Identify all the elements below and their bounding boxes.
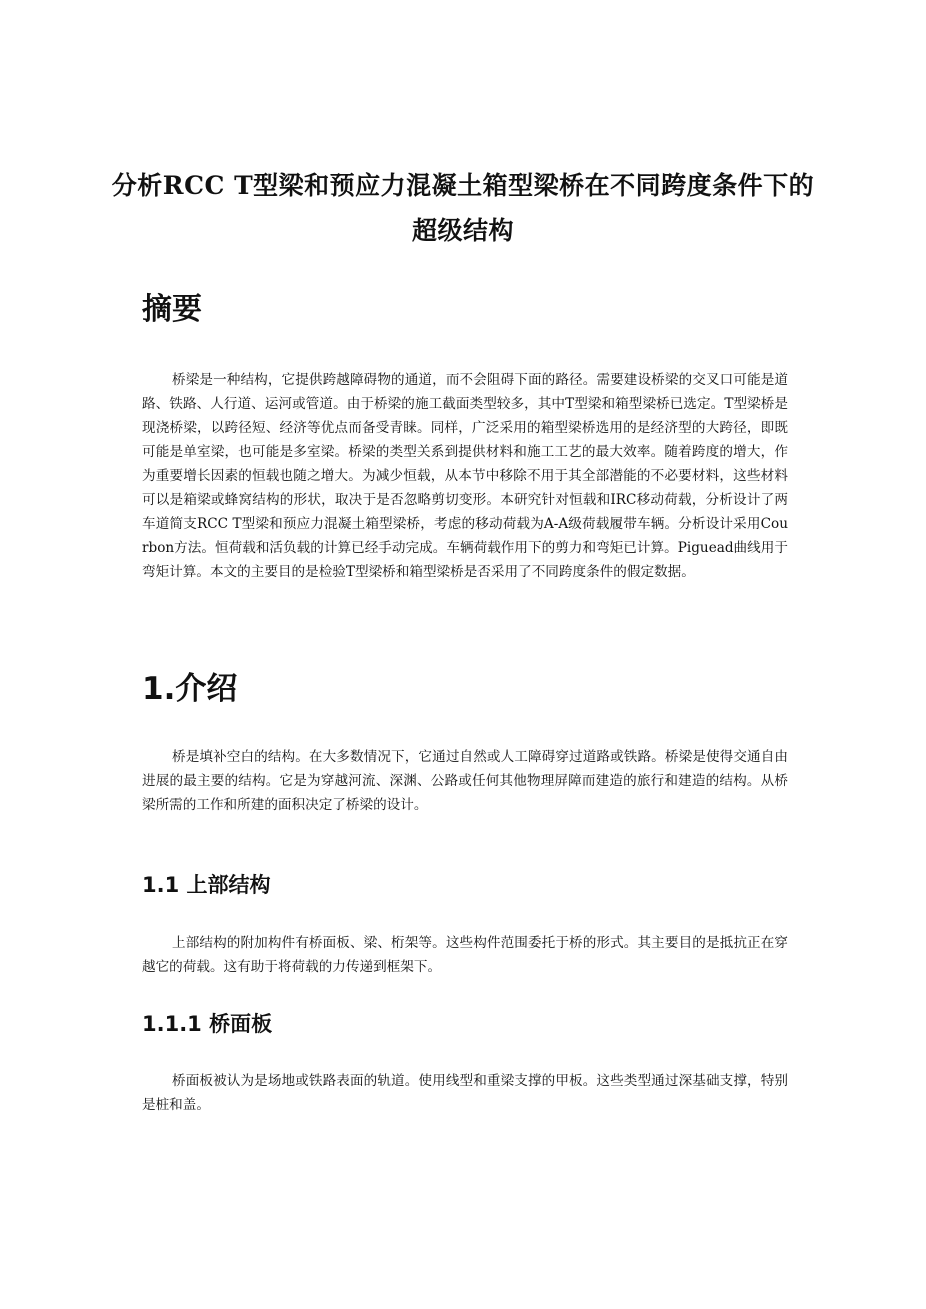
introduction-heading: 1.介绍: [142, 671, 238, 707]
superstructure-paragraph: 上部结构的附加构件有桥面板、梁、桁架等。这些构件范围委托于桥的形式。其主要目的是抵抗正在穿越它的荷载。这有助于将荷载的力传递到框架下。: [142, 935, 788, 975]
abstract-paragraph: 桥梁是一种结构，它提供跨越障碍物的通道，而不会阻碍下面的路径。需要建设桥梁的交叉口可能是道路、铁路、人行道、运河或管道。由于桥梁的施工截面类型较多，其中T型梁和箱型梁桥已选定。T型梁桥是现浇桥梁，以跨径短、经济等优点而备受青睐。同样，广泛采用的箱型梁桥选用的是经济型的大跨径，即既可能是单室梁，也可能是多室梁。桥梁的类型关系到提供材料和施工工艺的最大效率。随着跨度的增大，作为重要增长因素的恒载也随之增大。为减少恒载，从本节中移除不用于其全部潜能的不必要材料，这些材料可以是箱梁或蜂窝结构的形状，取决于是否忽略剪切变形。本研究针对恒载和IRC移动荷载，分析设计了两车道简支RCC T型梁和预应力混凝土箱型梁桥，考虑的移动荷载为A-A级荷载履带车辆。分析设计采用Courbon方法。恒荷载和活负载的计算已经手动完成。车辆荷载作用下的剪力和弯矩已计算。Piguead曲线用于弯矩计算。本文的主要目的是检验T型梁桥和箱型梁桥是否采用了不同跨度条件的假定数据。: [142, 372, 788, 580]
superstructure-heading: 1.1 上部结构: [142, 873, 271, 897]
paper-title: 分析RCC T型梁和预应力混凝土箱型梁桥在不同跨度条件下的超级结构: [111, 171, 815, 245]
introduction-paragraph: 桥是填补空白的结构。在大多数情况下，它通过自然或人工障碍穿过道路或铁路。桥梁是使得交通自由进展的最主要的结构。它是为穿越河流、深渊、公路或任何其他物理屏障而建造的旅行和建造的结构。从桥梁所需的工作和所建的面积决定了桥梁的设计。: [142, 749, 788, 813]
deck-paragraph: 桥面板被认为是场地或铁路表面的轨道。使用线型和重梁支撑的甲板。这些类型通过深基础支撑，特别是桩和盖。: [142, 1073, 788, 1113]
abstract-heading: 摘要: [142, 292, 202, 327]
deck-heading: 1.1.1 桥面板: [142, 1012, 273, 1036]
